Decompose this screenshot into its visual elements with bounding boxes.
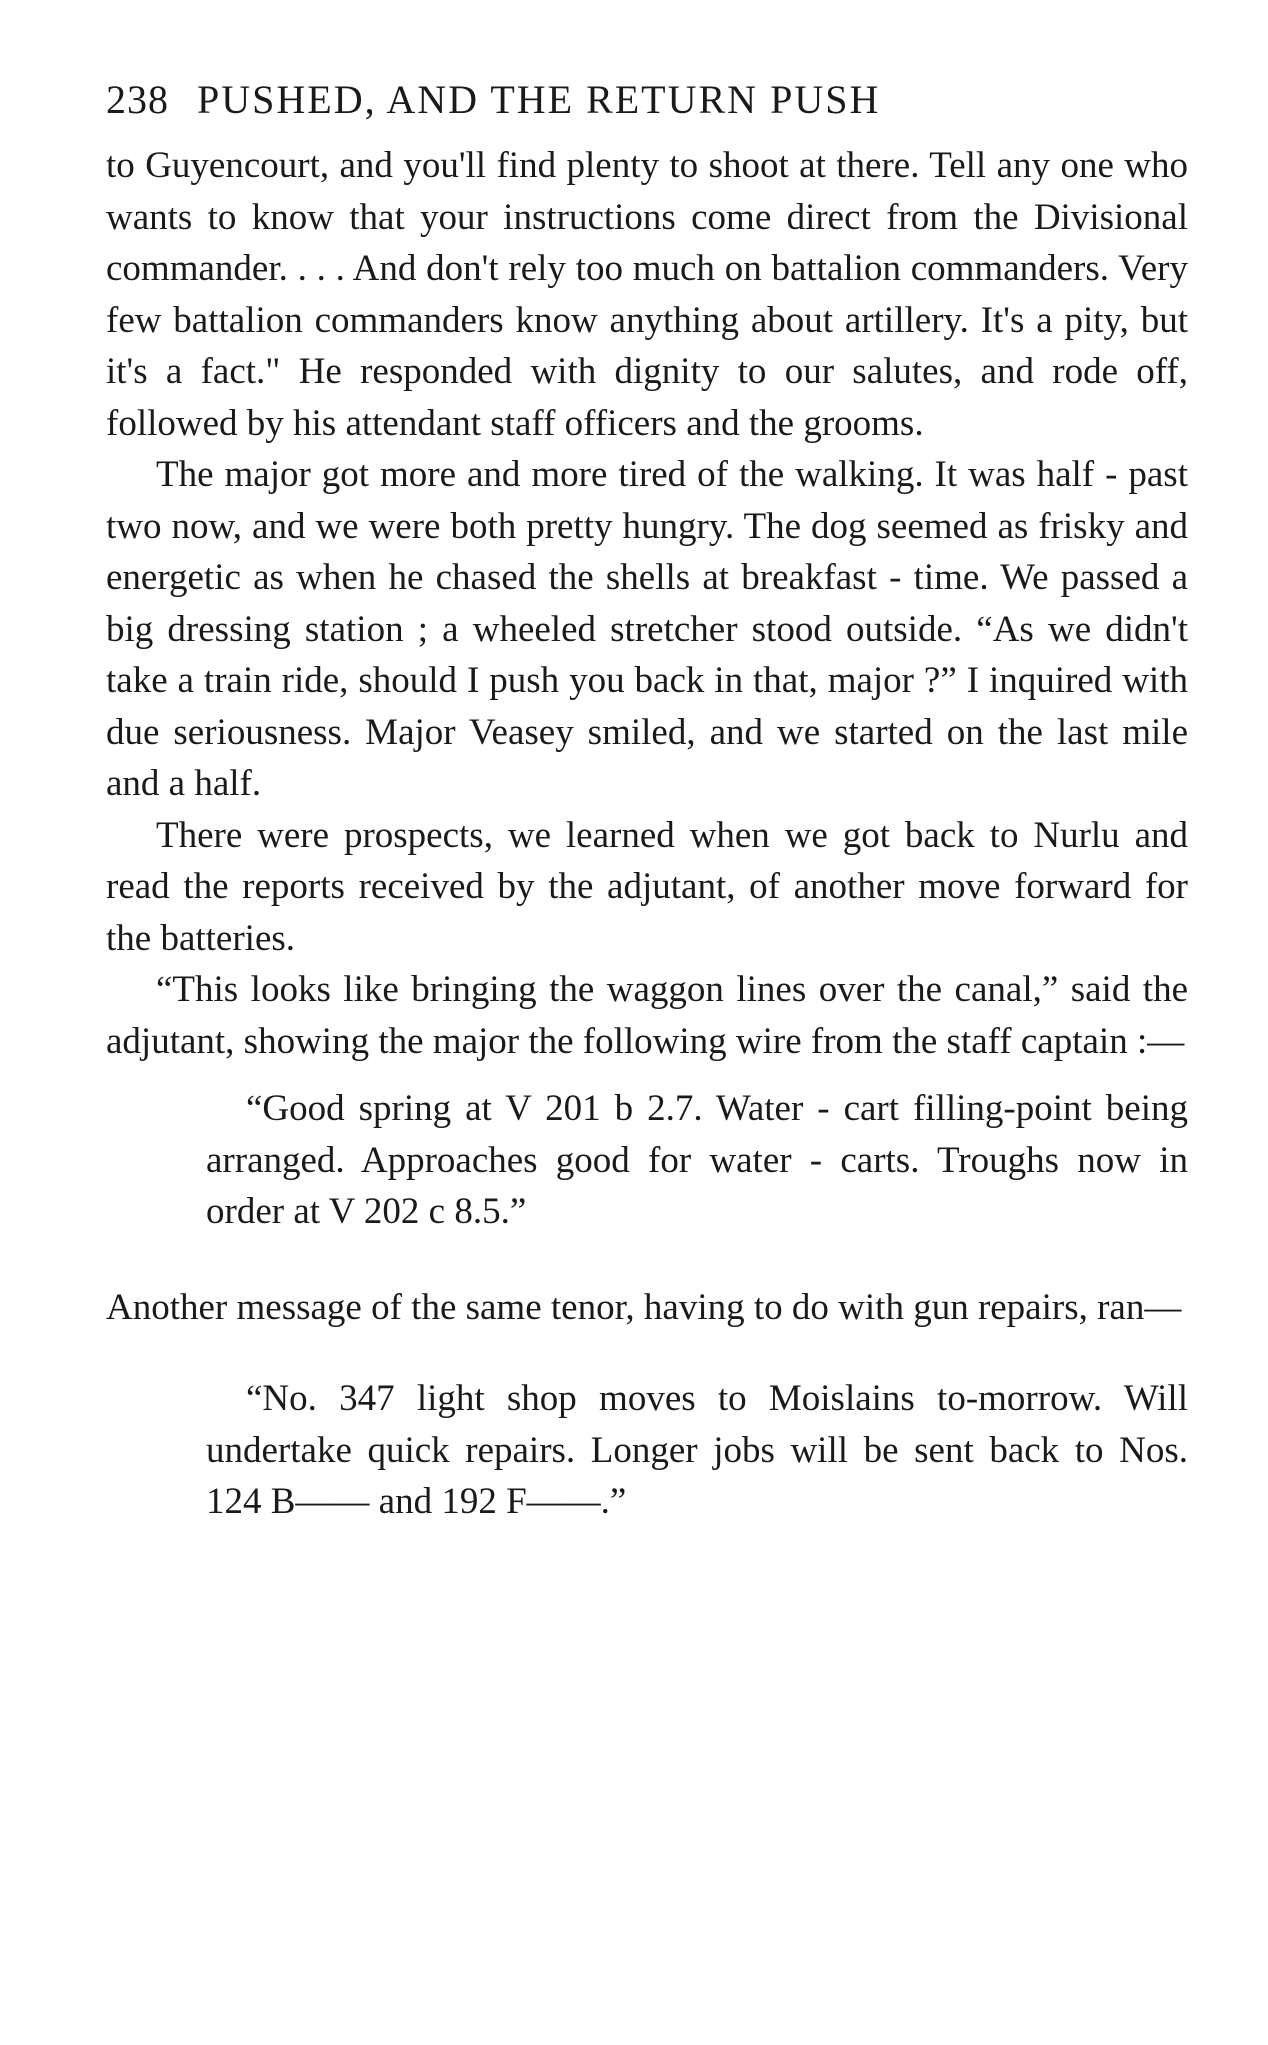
- quote-text: “No. 347 light shop moves to Moislains to-morrow. Will undertake quick repairs. Longer jobs will be sent back to Nos. 124 B—— and 192 F——.”: [206, 1378, 1188, 1522]
- running-header: [106, 70, 1188, 130]
- book-page: [106, 70, 1188, 1528]
- paragraph: The major got more and more tired of the walking. It was half - past two now, and we were both pretty hungry. The dog seemed as frisky and energetic as when he chased the shells at breakfast - time. We passed a big dressing station ; a wheeled stretcher stood outside. “As we didn't take a train ride, should I push you back in that, major ?” I inquired with due seriousness. Major Veasey smiled, and we started on the last mile and a half.: [106, 454, 1188, 804]
- body-text: [106, 140, 1188, 1528]
- paragraph: to Guyencourt, and you'll find plenty to shoot at there. Tell any one who wants to know that your instructions come direct from the Divisional commander. . . . And don't rely too much on battalion commanders. Very few battalion commanders know anything about artillery. It's a pity, but it's a fact." He responded with dignity to our salutes, and rode off, followed by his attendant staff officers and the grooms.: [106, 145, 1188, 444]
- paragraph: “This looks like bringing the waggon lines over the canal,” said the adjutant, showing the major the following wire from the staff captain :—: [106, 969, 1188, 1062]
- block-quote: [206, 1083, 1188, 1238]
- paragraph: Another message of the same tenor, having to do with gun repairs, ran—: [106, 1286, 1182, 1328]
- running-title: PUSHED, AND THE RETURN PUSH: [197, 77, 881, 122]
- quote-text: “Good spring at V 201 b 2.7. Water - cart filling-point being arranged. Approaches good for water - carts. Troughs now in order at V 202 c 8.5.”: [206, 1088, 1188, 1232]
- page-number: 238: [106, 77, 169, 122]
- paragraph: There were prospects, we learned when we got back to Nurlu and read the reports received by the adjutant, of another move forward for the batteries.: [106, 814, 1188, 959]
- block-quote: [206, 1373, 1188, 1528]
